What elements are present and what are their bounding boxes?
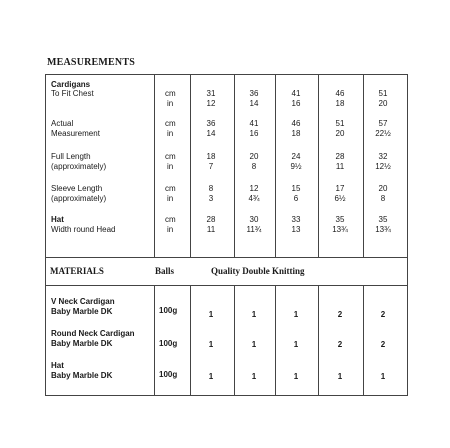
measurement-value: 8 bbox=[380, 194, 386, 203]
measurement-value: 35 bbox=[335, 215, 345, 224]
row-sublabel: Width round Head bbox=[51, 225, 116, 234]
unit-in: in bbox=[167, 194, 174, 203]
unit-in: in bbox=[167, 99, 174, 108]
ball-count: 2 bbox=[337, 310, 343, 319]
measurement-value: 13¾ bbox=[332, 225, 348, 234]
unit-cm: cm bbox=[165, 119, 176, 128]
ball-count: 1 bbox=[380, 372, 386, 381]
measurement-value: 30 bbox=[249, 215, 259, 224]
measurement-value: 13¾ bbox=[375, 225, 391, 234]
unit-in: in bbox=[167, 225, 174, 234]
measurement-value: 9½ bbox=[290, 162, 302, 171]
measurement-value: 20 bbox=[249, 152, 259, 161]
measurement-value: 11 bbox=[335, 162, 345, 171]
materials-heading: MATERIALS bbox=[50, 266, 104, 276]
measurement-value: 51 bbox=[378, 89, 388, 98]
measurement-value: 20 bbox=[378, 99, 388, 108]
measurement-value: 18 bbox=[335, 99, 345, 108]
ball-count: 1 bbox=[293, 340, 299, 349]
ball-count: 1 bbox=[293, 310, 299, 319]
measurement-value: 17 bbox=[335, 184, 345, 193]
measurement-value: 14 bbox=[206, 129, 216, 138]
measurement-value: 31 bbox=[206, 89, 216, 98]
measurement-value: 12 bbox=[249, 184, 259, 193]
measurement-value: 12½ bbox=[375, 162, 391, 171]
measurement-value: 20 bbox=[378, 184, 388, 193]
row-sublabel: (approximately) bbox=[51, 162, 107, 171]
unit-cm: cm bbox=[165, 215, 176, 224]
column-divider bbox=[363, 75, 364, 257]
material-yarn: Baby Marble DK bbox=[51, 371, 113, 380]
measurement-value: 3 bbox=[208, 194, 214, 203]
row-label: Sleeve Length bbox=[51, 184, 103, 193]
row-label: Hat bbox=[51, 215, 64, 224]
measurement-value: 8 bbox=[208, 184, 214, 193]
measurement-value: 11¾ bbox=[246, 225, 262, 234]
column-divider bbox=[154, 75, 155, 257]
material-weight: 100g bbox=[159, 306, 178, 315]
measurement-value: 7 bbox=[208, 162, 214, 171]
section-divider bbox=[46, 285, 407, 286]
measurement-value: 6½ bbox=[334, 194, 346, 203]
measurement-value: 46 bbox=[335, 89, 345, 98]
measurement-value: 22½ bbox=[375, 129, 391, 138]
unit-cm: cm bbox=[165, 89, 176, 98]
measurement-value: 28 bbox=[206, 215, 216, 224]
ball-count: 1 bbox=[208, 310, 214, 319]
measurement-value: 32 bbox=[378, 152, 388, 161]
ball-count: 1 bbox=[208, 372, 214, 381]
measurement-value: 18 bbox=[206, 152, 216, 161]
material-weight: 100g bbox=[159, 370, 178, 379]
measurement-value: 46 bbox=[291, 119, 301, 128]
balls-label: Balls bbox=[155, 266, 175, 276]
column-divider bbox=[234, 285, 235, 396]
measurements-heading: MEASUREMENTS bbox=[47, 57, 135, 68]
measurement-value: 33 bbox=[291, 215, 301, 224]
column-divider bbox=[154, 285, 155, 396]
section-divider bbox=[46, 257, 407, 258]
measurement-value: 16 bbox=[249, 129, 259, 138]
measurement-value: 20 bbox=[335, 129, 345, 138]
ball-count: 1 bbox=[293, 372, 299, 381]
measurement-value: 12 bbox=[206, 99, 216, 108]
row-label: Full Length bbox=[51, 152, 91, 161]
measurement-value: 6 bbox=[293, 194, 299, 203]
measurement-value: 36 bbox=[249, 89, 259, 98]
measurement-value: 41 bbox=[249, 119, 259, 128]
row-label: Actual bbox=[51, 119, 74, 128]
column-divider bbox=[318, 285, 319, 396]
measurement-value: 15 bbox=[291, 184, 301, 193]
measurement-value: 13 bbox=[291, 225, 301, 234]
ball-count: 1 bbox=[251, 340, 257, 349]
measurement-value: 11 bbox=[206, 225, 216, 234]
unit-cm: cm bbox=[165, 152, 176, 161]
unit-in: in bbox=[167, 129, 174, 138]
material-weight: 100g bbox=[159, 339, 178, 348]
row-label: Cardigans bbox=[51, 80, 91, 89]
column-divider bbox=[275, 285, 276, 396]
measurement-value: 36 bbox=[206, 119, 216, 128]
material-yarn: Baby Marble DK bbox=[51, 307, 113, 316]
column-divider bbox=[190, 75, 191, 257]
measurement-value: 51 bbox=[335, 119, 345, 128]
measurement-value: 8 bbox=[251, 162, 257, 171]
column-divider bbox=[363, 285, 364, 396]
row-sublabel: Measurement bbox=[51, 129, 100, 138]
measurement-value: 16 bbox=[291, 99, 301, 108]
column-divider bbox=[190, 285, 191, 396]
ball-count: 1 bbox=[251, 372, 257, 381]
row-sublabel: (approximately) bbox=[51, 194, 107, 203]
unit-in: in bbox=[167, 162, 174, 171]
measurement-value: 18 bbox=[291, 129, 301, 138]
measurement-value: 24 bbox=[291, 152, 301, 161]
material-name: V Neck Cardigan bbox=[51, 297, 115, 306]
row-sublabel: To Fit Chest bbox=[51, 89, 94, 98]
material-name: Hat bbox=[51, 361, 64, 370]
ball-count: 2 bbox=[337, 340, 343, 349]
ball-count: 2 bbox=[380, 340, 386, 349]
ball-count: 2 bbox=[380, 310, 386, 319]
unit-cm: cm bbox=[165, 184, 176, 193]
measurement-value: 4¾ bbox=[248, 194, 260, 203]
measurement-value: 57 bbox=[378, 119, 388, 128]
measurement-value: 41 bbox=[291, 89, 301, 98]
quality-label: Quality Double Knitting bbox=[211, 266, 305, 276]
material-name: Round Neck Cardigan bbox=[51, 329, 135, 338]
ball-count: 1 bbox=[251, 310, 257, 319]
column-divider bbox=[275, 75, 276, 257]
ball-count: 1 bbox=[208, 340, 214, 349]
column-divider bbox=[234, 75, 235, 257]
measurement-value: 28 bbox=[335, 152, 345, 161]
column-divider bbox=[318, 75, 319, 257]
ball-count: 1 bbox=[337, 372, 343, 381]
measurement-value: 14 bbox=[249, 99, 259, 108]
measurement-value: 35 bbox=[378, 215, 388, 224]
material-yarn: Baby Marble DK bbox=[51, 339, 113, 348]
